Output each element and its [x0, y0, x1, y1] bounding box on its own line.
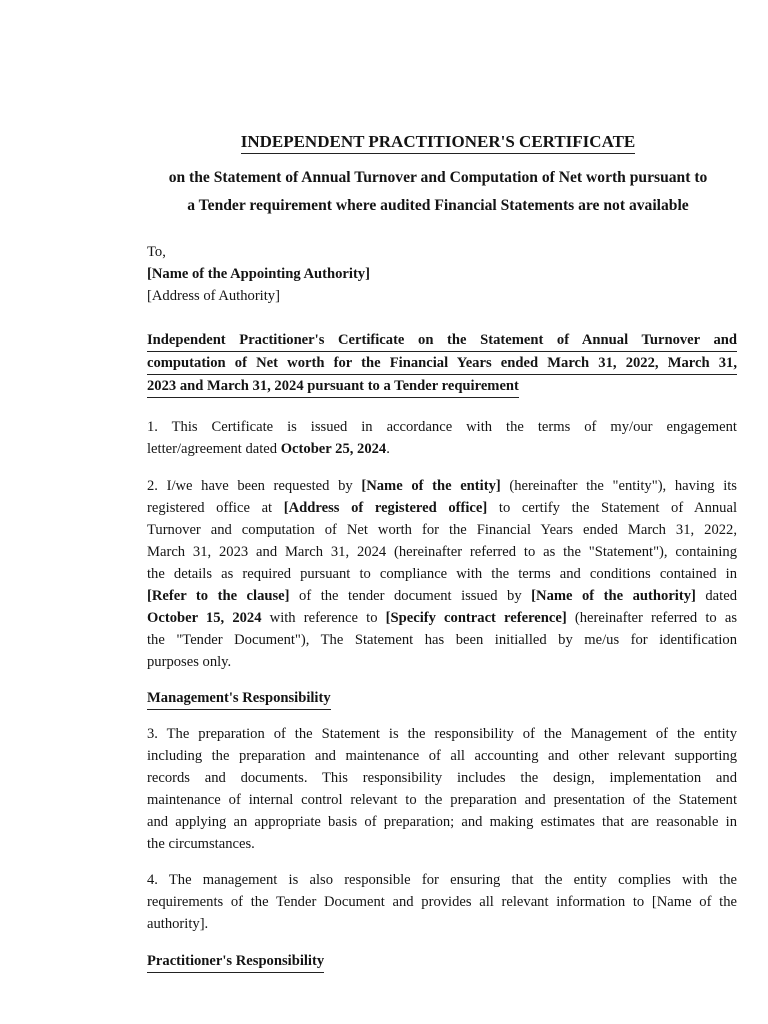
paragraph-2-line-9: purposes only. [147, 654, 232, 670]
paragraph-1-text: letter/agreement dated [147, 441, 281, 457]
paragraph-2-text: with reference to [261, 610, 386, 626]
paragraph-4-line-3: authority]. [147, 916, 209, 932]
registered-office-placeholder: [Address of registered office] [283, 500, 488, 516]
management-heading-text: Management's Responsibility [147, 690, 331, 710]
paragraph-2-line-5: the details as required pursuant to compliance with the terms and conditions contained in [147, 566, 737, 582]
paragraph-3-line-5: and applying an appropriate basis of preparation; and making estimates that are reasonable in [147, 814, 737, 830]
paragraph-2-line-7 [147, 607, 737, 629]
paragraph-3-line-3: records and documents. This responsibility includes the design, implementation and [147, 770, 737, 786]
paragraph-2-line-3: Turnover and computation of Net worth for the Financial Years ended March 31, 2022, [147, 522, 737, 538]
entity-name-placeholder: [Name of the entity] [361, 478, 501, 494]
paragraph-2 [147, 475, 737, 673]
paragraph-2-line-4: March 31, 2023 and March 31, 2024 (hereinafter referred to as the "Statement"), containing [147, 544, 737, 560]
paragraph-4-line-2: requirements of the Tender Document and provides all relevant information to [Name of the [147, 894, 737, 910]
paragraph-2-text: (hereinafter the "entity"), having its [500, 478, 737, 494]
certificate-heading [147, 329, 737, 398]
practitioner-responsibility-heading [147, 950, 324, 972]
heading-line-2: computation of Net worth for the Financial Years ended March 31, 2022, March 31, [147, 352, 737, 375]
paragraph-2-text: of the tender document issued by [289, 588, 532, 604]
heading-line-1: Independent Practitioner's Certificate on the Statement of Annual Turnover and [147, 329, 737, 352]
paragraph-2-text: to certify the Statement of Annual [487, 500, 737, 516]
paragraph-1-period: . [386, 441, 390, 457]
clause-placeholder: [Refer to the clause] [147, 588, 290, 604]
paragraph-2-text: dated [695, 588, 737, 604]
contract-reference-placeholder: [Specify contract reference] [385, 610, 567, 626]
paragraph-1-line-2 [147, 438, 737, 460]
addressee-to: To, [147, 244, 166, 260]
certificate-title [140, 132, 736, 152]
addressee-block [147, 241, 727, 307]
paragraph-3-line-2: including the preparation and maintenance of all accounting and other relevant supporting [147, 748, 737, 764]
addressee-address: [Address of Authority] [147, 288, 280, 304]
paragraph-2-line-6 [147, 585, 737, 607]
paragraph-2-text: registered office at [147, 500, 284, 516]
paragraph-2-text: (hereinafter referred to as [566, 610, 737, 626]
paragraph-1 [147, 416, 737, 460]
authority-placeholder: [Name of the authority] [531, 588, 696, 604]
paragraph-3-line-6: the circumstances. [147, 836, 255, 852]
certificate-subtitle [140, 164, 736, 220]
management-responsibility-heading [147, 687, 331, 709]
subtitle-line-1: on the Statement of Annual Turnover and Computation of Net worth pursuant to [168, 169, 708, 186]
paragraph-4 [147, 869, 737, 935]
paragraph-2-line-2 [147, 497, 737, 519]
paragraph-2-line-1 [147, 475, 737, 497]
engagement-date: October 25, 2024 [280, 441, 387, 457]
paragraph-4-line-1: 4. The management is also responsible for ensuring that the entity complies with the [147, 872, 737, 888]
certificate-title-text: INDEPENDENT PRACTITIONER'S CERTIFICATE [241, 132, 636, 154]
heading-line-3: 2023 and March 31, 2024 pursuant to a Tender requirement [147, 375, 519, 398]
practitioner-heading-text: Practitioner's Responsibility [147, 953, 324, 973]
paragraph-2-text: 2. I/we have been requested by [147, 478, 362, 494]
paragraph-2-line-8: the "Tender Document"), The Statement has been initialled by me/us for identification [147, 632, 737, 648]
paragraph-1-line-1: 1. This Certificate is issued in accordance with the terms of my/our engagement [147, 419, 737, 435]
tender-date: October 15, 2024 [147, 610, 262, 626]
paragraph-3-line-4: maintenance of internal control relevant to the preparation and presentation of the Statement [147, 792, 737, 808]
addressee-name: [Name of the Appointing Authority] [147, 266, 370, 282]
paragraph-3 [147, 723, 737, 855]
subtitle-line-2: a Tender requirement where audited Financial Statements are not available [187, 197, 689, 214]
paragraph-3-line-1: 3. The preparation of the Statement is the responsibility of the Management of the entity [147, 726, 737, 742]
